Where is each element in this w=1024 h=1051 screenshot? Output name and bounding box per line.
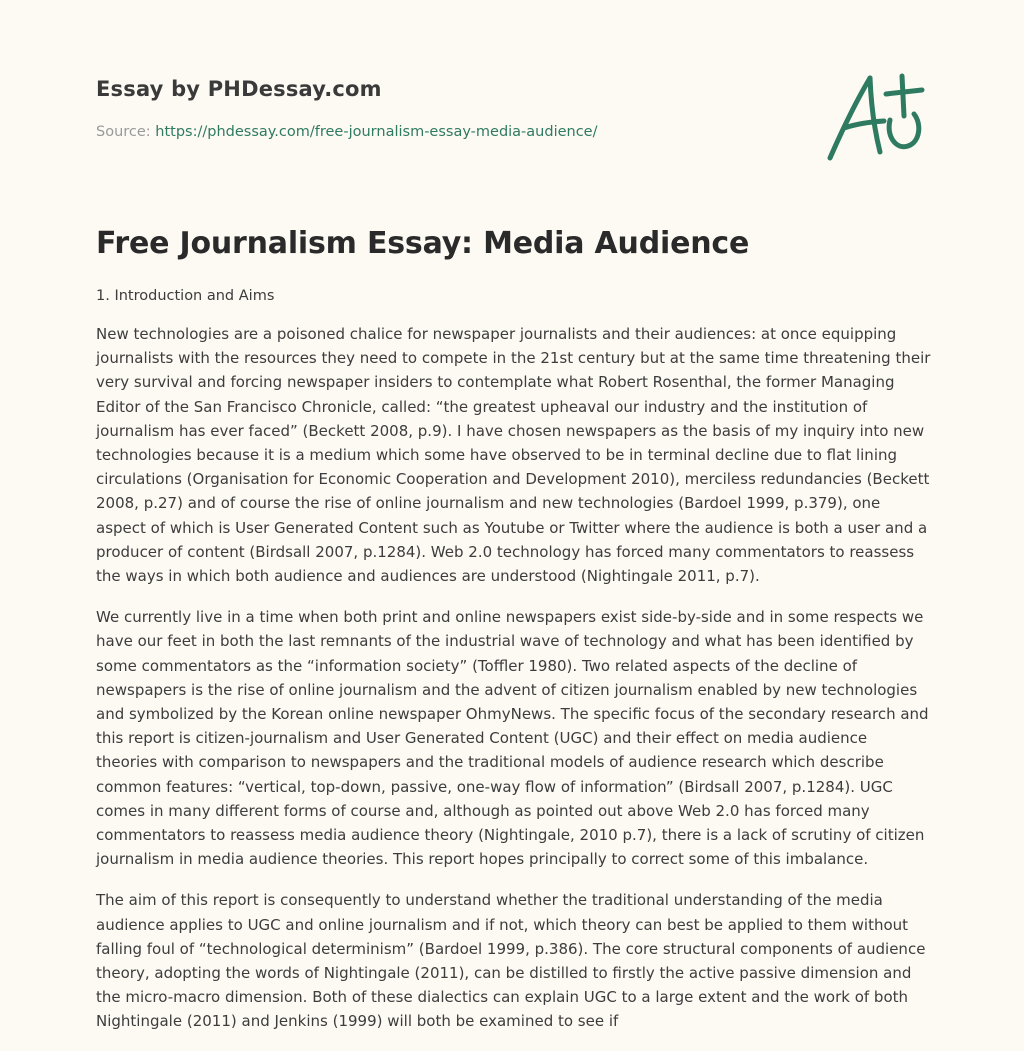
source-label: Source: — [96, 124, 151, 140]
page-header — [96, 0, 932, 200]
brand-title: Essay by PHDessay.com — [96, 77, 382, 101]
document-title: Free Journalism Essay: Media Audience — [96, 226, 750, 261]
essay-page — [96, 0, 932, 1031]
source-line — [96, 124, 598, 140]
essay-body — [96, 322, 932, 1051]
paragraph: The aim of this report is consequently to understand whether the traditional understanding of the media audience applies to UGC and online journalism and if not, which theory can best be applied to them without falling foul of “technological determinism” (Bardoel 1999, p.386). The core structural components of audience theory, adopting the words of Nightingale (2011), can be distilled to firstly the active passive dimension and the micro-macro dimension. Both of these dialectics can explain UGC to a large extent and the work of both Nightingale (2011) and Jenkins (1999) will both be examined to see if — [96, 891, 926, 1031]
paragraph: We currently live in a time when both print and online newspapers exist side-by-side and in some respects we have our feet in both the last remnants of the industrial wave of technology and what has been identified by some commentators as the “information society” (Toffler 1980). Two related aspects of the decline of newspapers is the rise of online journalism and the advent of citizen journalism enabled by new technologies and symbolized by the Korean online newspaper OhmyNews. The specific focus of the secondary research and this report is citizen-journalism and User Generated Content (UGC) and their effect on media audience theories with comparison to newspapers and the traditional models of audience research which describe common features: “vertical, top-down, passive, one-way flow of information” (Birdsall 2007, p.1284). UGC comes in many different forms of course and, although as pointed out above Web 2.0 has forced many commentators to reassess media audience theory (Nightingale, 2010 p.7), there is a lack of scrutiny of citizen journalism in media audience theories. This report hopes principally to correct some of this imbalance. — [96, 608, 929, 869]
paragraph: New technologies are a poisoned chalice for newspaper journalists and their audiences: at once equipping journalists with the resources they need to compete in the 21st century but at the same time threatening their very survival and forcing newspaper insiders to contemplate what Robert Rosenthal, the former Managing Editor of the San Francisco Chronicle, called: “the greatest upheaval our industry and the institution of journalism has ever faced” (Beckett 2008, p.9). I have chosen newspapers as the basis of my inquiry into new technologies because it is a medium which some have observed to be in terminal decline due to flat lining circulations (Organisation for Economic Cooperation and Development 2010), merciless redundancies (Beckett 2008, p.27) and of course the rise of online journalism and new technologies (Bardoel 1999, p.379), one aspect of which is User Generated Content such as Youtube or Twitter where the audience is both a user and a producer of content (Birdsall 2007, p.1284). Web 2.0 technology has forced many commentators to reassess the ways in which both audience and audiences are understood (Nightingale 2011, p.7). — [96, 325, 931, 586]
a-plus-logo-icon — [824, 66, 928, 166]
section-heading: 1. Introduction and Aims — [96, 288, 275, 304]
source-link[interactable]: https://phdessay.com/free-journalism-essay-media-audience/ — [155, 124, 598, 140]
